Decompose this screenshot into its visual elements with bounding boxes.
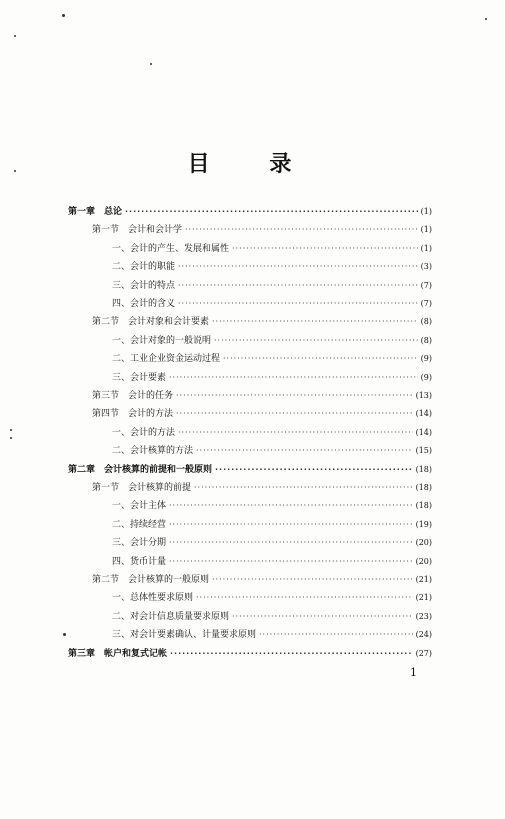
toc-entry-page: (27)	[415, 648, 432, 658]
dot-leader	[169, 519, 413, 531]
dot-leader	[178, 427, 413, 439]
toc-entry-label: 二、工业企业资金运动过程	[112, 354, 221, 365]
dot-leader	[169, 372, 418, 384]
toc-entry-page: (7)	[420, 299, 432, 308]
toc-entry-page: (7)	[420, 280, 432, 290]
toc-entry-label: 一、总体性要求原则	[112, 593, 194, 604]
toc-entry-page: (18)	[415, 464, 432, 474]
toc-entry-label: 二、会计的职能	[112, 262, 176, 273]
dot-leader	[125, 206, 418, 218]
toc-entry-page: (14)	[415, 409, 432, 419]
dot-leader	[214, 335, 418, 347]
toc-entry-item	[112, 611, 432, 623]
scan-speck	[63, 633, 66, 636]
page-number: 1	[410, 666, 417, 679]
toc-entry-item	[112, 445, 432, 457]
dot-leader	[212, 574, 413, 586]
toc-entry-label: 第一节 会计核算的前提	[92, 483, 192, 493]
toc-entry-page: (18)	[415, 501, 432, 511]
scan-speck	[14, 170, 16, 172]
toc-entry-page: (8)	[420, 317, 432, 327]
dot-leader	[212, 316, 418, 328]
toc-entry-page: (23)	[415, 611, 432, 621]
toc-entry-label: 第二节 会计对象和会计要素	[92, 317, 210, 328]
toc-entry-page: (20)	[415, 538, 432, 548]
toc-entry-label: 三、对会计要素确认、计量要求原则	[112, 630, 257, 641]
toc-entry-label: 二、持续经营	[112, 519, 167, 530]
toc-entry-page: (20)	[415, 556, 432, 566]
toc-entry-section	[92, 574, 432, 586]
toc-entry-section	[92, 408, 432, 420]
dot-leader	[215, 464, 413, 476]
toc-entry-page: (21)	[415, 593, 432, 603]
dot-leader	[185, 224, 418, 236]
scan-speck	[14, 35, 16, 37]
toc-entry-page: (15)	[415, 446, 432, 456]
toc-entry-chapter	[68, 648, 432, 660]
toc-entry-label: 一、会计主体	[112, 501, 167, 512]
toc-entry-item	[112, 353, 432, 365]
toc-entry-label: 第三节 会计的任务	[92, 391, 174, 401]
dot-leader	[176, 408, 413, 420]
scan-speck	[150, 63, 152, 65]
toc-entry-label: 第一章 总论	[68, 207, 123, 217]
toc-entry-page: (19)	[415, 519, 432, 529]
toc-entry-label: 第二章 会计核算的前提和一般原则	[68, 464, 213, 475]
dot-leader	[178, 298, 418, 310]
toc-entry-section	[92, 316, 432, 328]
toc-entry-page: (13)	[415, 391, 432, 400]
toc-entry-page: (8)	[420, 335, 432, 345]
dot-leader	[169, 500, 413, 512]
toc-entry-item	[112, 298, 432, 310]
toc-entry-item	[112, 280, 432, 292]
toc-entry-label: 第三章 帐户和复式记帐	[68, 648, 168, 659]
toc-entry-label: 第二节 会计核算的一般原则	[92, 575, 210, 585]
toc-entry-item	[112, 592, 432, 604]
toc-entry-page: (21)	[415, 575, 432, 584]
scan-speck	[62, 14, 65, 17]
page-title: 目 录	[187, 152, 318, 177]
toc-entry-item	[112, 537, 432, 549]
dot-leader	[176, 390, 413, 402]
toc-entry-label: 二、对会计信息质量要求原则	[112, 611, 230, 622]
toc-entry-page: (3)	[420, 262, 432, 272]
toc-entry-item	[112, 556, 432, 568]
toc-entry-item	[112, 427, 432, 439]
toc-entry-label: 第一节 会计和会计学	[92, 225, 183, 236]
toc-entry-item	[112, 519, 432, 531]
toc-entry-label: 三、会计的特点	[112, 280, 176, 291]
dot-leader	[178, 261, 418, 273]
toc-entry-page: (9)	[420, 372, 432, 382]
dot-leader	[169, 556, 413, 568]
toc-entry-page: (18)	[415, 483, 432, 492]
dot-leader	[196, 592, 413, 604]
toc-entry-section	[92, 224, 432, 236]
dot-leader	[178, 280, 418, 292]
toc-entry-label: 三、会计分期	[112, 538, 167, 549]
toc-entry-label: 四、会计的含义	[112, 299, 176, 309]
dot-leader	[223, 353, 418, 365]
scan-speck	[485, 18, 487, 20]
toc-entry-label: 一、会计对象的一般说明	[112, 335, 212, 346]
dot-leader	[194, 482, 413, 494]
toc-entry-page: (1)	[420, 207, 432, 216]
toc-entry-label: 一、会计的产生、发展和属性	[112, 243, 230, 254]
toc-entry-chapter	[68, 206, 432, 218]
toc-entry-item	[112, 261, 432, 273]
toc-entry-page: (14)	[415, 427, 432, 437]
toc-entry-page: (1)	[420, 225, 432, 235]
dot-leader	[232, 611, 413, 623]
toc-entry-label: 一、会计的方法	[112, 427, 176, 438]
dot-leader	[259, 629, 413, 641]
scan-speck	[10, 437, 12, 439]
toc-entry-item	[112, 243, 432, 255]
toc-entry-page: (24)	[415, 630, 432, 640]
dot-leader	[170, 648, 413, 660]
toc-entry-label: 二、会计核算的方法	[112, 446, 194, 457]
toc-entry-label: 三、会计要素	[112, 372, 167, 383]
toc-entry-item	[112, 629, 432, 641]
toc-entry-label: 第四节 会计的方法	[92, 409, 174, 420]
toc-entry-label: 四、货币计量	[112, 556, 167, 567]
scan-speck	[10, 429, 12, 431]
toc-entry-page: (9)	[420, 354, 432, 364]
toc-entry-item	[112, 372, 432, 384]
toc-entry-page: (1)	[420, 243, 432, 253]
toc-entry-item	[112, 500, 432, 512]
toc-entry-chapter	[68, 464, 432, 476]
dot-leader	[232, 243, 418, 255]
toc-entry-section	[92, 390, 432, 402]
dot-leader	[169, 537, 413, 549]
toc-entry-section	[92, 482, 432, 494]
dot-leader	[196, 445, 413, 457]
toc-entry-item	[112, 335, 432, 347]
